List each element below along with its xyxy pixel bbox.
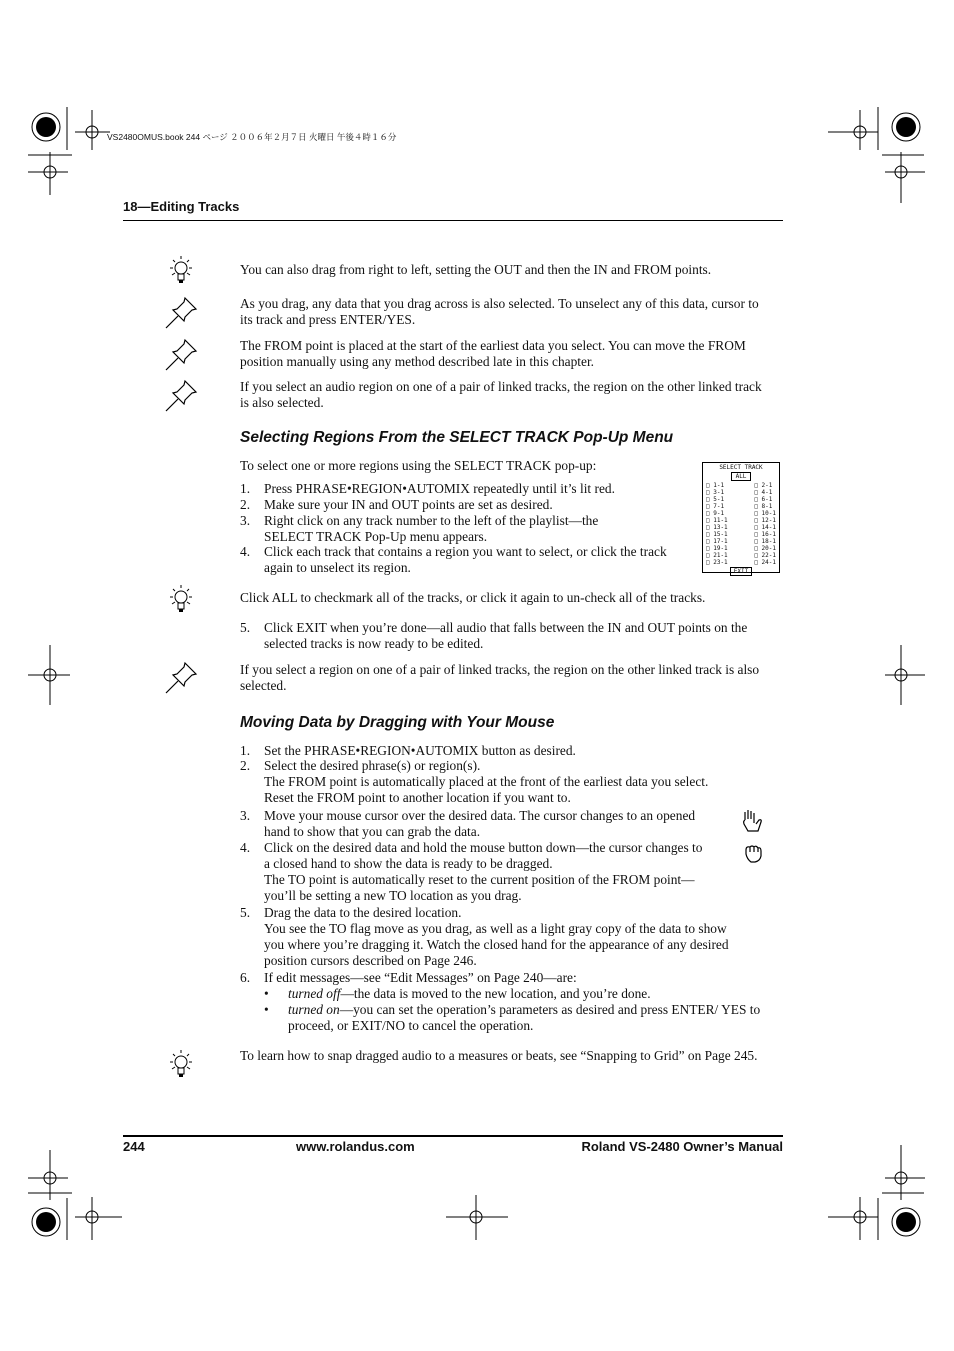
- footer-rule: [123, 1135, 783, 1137]
- step-number: 5.: [240, 905, 251, 920]
- bullet-term: turned on: [288, 1002, 340, 1017]
- print-slug: VS2480OMUS.book 244 ページ ２００６年２月７日 火曜日 午後４時１６分: [107, 132, 397, 142]
- popup-track-item[interactable]: □ 10-1: [754, 510, 776, 517]
- closed-hand-icon: [742, 842, 766, 864]
- tip-text: You can also drag from right to left, setting the OUT and then the IN and FROM points.: [240, 262, 712, 277]
- step-number: 1.: [240, 481, 251, 496]
- step-text: Press PHRASE•REGION•AUTOMIX repeatedly until it’s lit red.: [264, 481, 615, 496]
- popup-track-item[interactable]: □ 17-1: [706, 538, 728, 545]
- step-sub: The FROM point is automatically placed at the front of the earliest data you select. Reset the FROM point to another location if you want to.: [264, 774, 709, 805]
- open-hand-icon: [740, 808, 766, 834]
- popup-track-item[interactable]: □ 22-1: [754, 552, 776, 559]
- popup-track-item[interactable]: □ 1-1: [706, 482, 725, 489]
- popup-track-item[interactable]: □ 3-1: [706, 489, 725, 496]
- all-button[interactable]: ALL: [731, 472, 751, 481]
- header-rule: [123, 220, 783, 221]
- step-text: Click EXIT when you’re done—all audio that falls between the IN and OUT points on the selected tracks is now ready to be edited.: [264, 620, 748, 651]
- popup-track-item[interactable]: □ 5-1: [706, 496, 725, 503]
- step-number: 5.: [240, 620, 251, 635]
- popup-right-column: [754, 482, 776, 566]
- step-main: Drag the data to the desired location.: [264, 905, 462, 920]
- step-text: Move your mouse cursor over the desired data. The cursor changes to an opened hand to show that you can grab the data.: [264, 808, 696, 839]
- step-sub: The TO point is automatically reset to the current position of the FROM point—you’ll be setting a new TO location as you drag.: [264, 872, 695, 903]
- note-text: As you drag, any data that you drag across is also selected. To unselect any of this data, cursor to its track and press ENTER/YES.: [240, 296, 759, 327]
- popup-track-item[interactable]: □ 8-1: [754, 503, 773, 510]
- bullet-text: —you can set the operation’s parameters as desired and press ENTER/ YES to proceed, or EXIT/NO to cancel the operation.: [288, 1002, 761, 1033]
- step-text: [264, 758, 724, 806]
- step-text: Make sure your IN and OUT points are set as desired.: [264, 497, 553, 512]
- step-text: If edit messages—see “Edit Messages” on Page 240—are:: [264, 970, 577, 985]
- popup-track-item[interactable]: □ 15-1: [706, 531, 728, 538]
- popup-track-item[interactable]: □ 7-1: [706, 503, 725, 510]
- step-number: 3.: [240, 808, 251, 823]
- exit-button[interactable]: EXIT: [730, 567, 752, 576]
- footer-website[interactable]: www.rolandus.com: [296, 1139, 415, 1154]
- step-number: 2.: [240, 758, 251, 773]
- popup-track-item[interactable]: □ 21-1: [706, 552, 728, 559]
- tip-text: To learn how to snap dragged audio to a measures or beats, see “Snapping to Grid” on Page 245.: [240, 1048, 758, 1063]
- step-text: [264, 840, 704, 904]
- step-number: 3.: [240, 513, 251, 528]
- popup-track-item[interactable]: □ 4-1: [754, 489, 773, 496]
- popup-left-column: [706, 482, 728, 566]
- pushpin-note-icon: [163, 337, 199, 373]
- section-heading: Moving Data by Dragging with Your Mouse: [240, 714, 555, 731]
- step-sub: You see the TO flag move as you drag, as well as a light gray copy of the data to show you where you’re dragging it. Watch the closed hand for the appearance of any desired position cursors described on Page 246.: [264, 921, 729, 968]
- step-text: Right click on any track number to the left of the playlist—the SELECT TRACK Pop-Up menu appears.: [264, 513, 599, 544]
- popup-track-item[interactable]: □ 9-1: [706, 510, 725, 517]
- note-text: If you select an audio region on one of a pair of linked tracks, the region on the other linked track is also selected.: [240, 379, 762, 410]
- popup-track-item[interactable]: □ 12-1: [754, 517, 776, 524]
- pushpin-note-icon: [163, 295, 199, 331]
- step-number: 2.: [240, 497, 251, 512]
- popup-track-item[interactable]: □ 16-1: [754, 531, 776, 538]
- note-text: The FROM point is placed at the start of the earliest data you select. You can move the FROM position manually using any method described late in this chapter.: [240, 338, 746, 369]
- select-track-popup: [702, 462, 780, 573]
- popup-track-item[interactable]: □ 23-1: [706, 559, 728, 566]
- step-number: 4.: [240, 840, 251, 855]
- lightbulb-tip-icon: [166, 1048, 196, 1082]
- bullet-term: turned off: [288, 986, 341, 1001]
- popup-track-item[interactable]: □ 13-1: [706, 524, 728, 531]
- step-text: [264, 905, 749, 969]
- note-text: If you select a region on one of a pair of linked tracks, the region on the other linked track is also selected.: [240, 662, 760, 693]
- step-number: 6.: [240, 970, 251, 985]
- page-number: 244: [123, 1139, 145, 1154]
- pushpin-note-icon: [163, 378, 199, 414]
- footer-manual-title: Roland VS-2480 Owner’s Manual: [581, 1139, 783, 1154]
- step-main: Click on the desired data and hold the mouse button down—the cursor changes to a closed hand to show the data is ready to be dragged.: [264, 840, 703, 871]
- popup-track-item[interactable]: □ 24-1: [754, 559, 776, 566]
- popup-track-item[interactable]: □ 20-1: [754, 545, 776, 552]
- tip-text: Click ALL to checkmark all of the tracks, or click it again to un-check all of the tracks.: [240, 590, 706, 605]
- popup-track-item[interactable]: □ 19-1: [706, 545, 728, 552]
- step-number: 1.: [240, 743, 251, 758]
- popup-track-item[interactable]: □ 14-1: [754, 524, 776, 531]
- popup-track-item[interactable]: □ 18-1: [754, 538, 776, 545]
- popup-track-item[interactable]: □ 6-1: [754, 496, 773, 503]
- step-number: 4.: [240, 544, 251, 559]
- popup-track-item[interactable]: □ 11-1: [706, 517, 728, 524]
- chapter-header: 18—Editing Tracks: [123, 199, 240, 214]
- step-text: Click each track that contains a region you want to select, or click the track again to unselect its region.: [264, 544, 667, 575]
- popup-track-item[interactable]: □ 2-1: [754, 482, 773, 489]
- lightbulb-tip-icon: [166, 583, 196, 615]
- step-main: Select the desired phrase(s) or region(s).: [264, 758, 481, 773]
- section-heading: Selecting Regions From the SELECT TRACK Pop-Up Menu: [240, 429, 674, 446]
- lightbulb-tip-icon: [166, 254, 196, 286]
- pushpin-note-icon: [163, 660, 199, 696]
- popup-title: SELECT TRACK: [719, 464, 763, 471]
- section-intro: To select one or more regions using the SELECT TRACK pop-up:: [240, 458, 597, 473]
- step-text: Set the PHRASE•REGION•AUTOMIX button as desired.: [264, 743, 576, 758]
- bullet-text: —the data is moved to the new location, and you’re done.: [340, 986, 651, 1001]
